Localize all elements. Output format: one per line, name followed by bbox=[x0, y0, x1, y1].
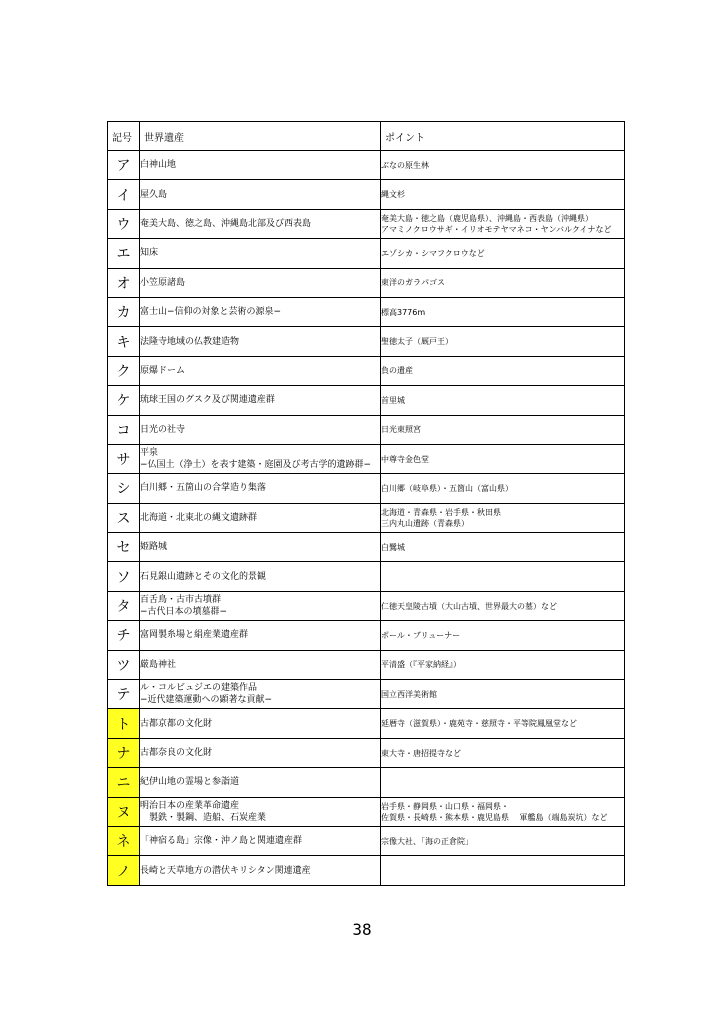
heritage-name-line: 富岡製糸場と絹産業遺産群 bbox=[140, 630, 249, 641]
row-code: キ bbox=[108, 327, 140, 356]
heritage-name-line: 製鉄・製鋼、造船、石炭産業 bbox=[140, 812, 267, 823]
table-row bbox=[108, 562, 625, 591]
row-code: ソ bbox=[108, 562, 140, 591]
row-point bbox=[381, 709, 625, 738]
point-line: 標高3776m bbox=[381, 307, 426, 317]
table-row bbox=[108, 650, 625, 679]
row-point bbox=[381, 297, 625, 326]
heritage-name-line: 姫路城 bbox=[140, 542, 168, 553]
header-point: ポイント bbox=[381, 122, 625, 151]
page-number: 38 bbox=[352, 920, 372, 939]
row-point bbox=[381, 650, 625, 679]
table-row bbox=[108, 268, 625, 297]
point-line: 佐賀県・長崎県・熊本県・鹿児島県 軍艦島（端島炭坑）など bbox=[381, 812, 608, 822]
point-line: 縄文杉 bbox=[381, 190, 405, 200]
row-code: サ bbox=[108, 444, 140, 473]
row-point bbox=[381, 680, 625, 709]
table-row bbox=[108, 356, 625, 385]
point-line: 平清盛（『平家納経』） bbox=[381, 660, 461, 670]
row-heritage-name bbox=[140, 738, 381, 767]
heritage-name-line: 奄美大島、徳之島、沖縄島北部及び西表島 bbox=[140, 218, 312, 229]
row-point bbox=[381, 356, 625, 385]
row-heritage-name bbox=[140, 562, 381, 591]
point-line: 仁徳天皇陵古墳（大山古墳、世界最大の墓）など bbox=[381, 601, 557, 611]
row-code: ク bbox=[108, 356, 140, 385]
row-heritage-name bbox=[140, 327, 381, 356]
heritage-name-line: 平泉 bbox=[140, 448, 159, 459]
heritage-name-line: 明治日本の産業革命遺産 bbox=[140, 800, 240, 811]
table-row bbox=[108, 826, 625, 855]
table-row bbox=[108, 209, 625, 238]
point-line: 聖徳太子（厩戸王） bbox=[381, 337, 453, 347]
row-point bbox=[381, 180, 625, 209]
heritage-name-line: 古都京都の文化財 bbox=[140, 718, 213, 729]
heritage-name-line: 厳島神社 bbox=[140, 659, 177, 670]
row-code: エ bbox=[108, 239, 140, 268]
row-code: ト bbox=[108, 709, 140, 738]
row-heritage-name bbox=[140, 709, 381, 738]
heritage-name-line: 白川郷・五箇山の合掌造り集落 bbox=[140, 483, 267, 494]
table-row bbox=[108, 680, 625, 709]
row-code: ス bbox=[108, 503, 140, 532]
heritage-name-line: 百舌鳥・古市古墳群 bbox=[140, 595, 222, 606]
world-heritage-table bbox=[107, 121, 625, 886]
row-point bbox=[381, 386, 625, 415]
row-code: ケ bbox=[108, 386, 140, 415]
row-heritage-name bbox=[140, 797, 381, 826]
row-code: セ bbox=[108, 533, 140, 562]
heritage-name-line: 長崎と天草地方の潜伏キリシタン関連遺産 bbox=[140, 865, 311, 876]
heritage-name-line: 小笠原諸島 bbox=[140, 277, 186, 288]
point-line: 日光東照宮 bbox=[381, 425, 421, 435]
row-code: ネ bbox=[108, 826, 140, 855]
row-point bbox=[381, 268, 625, 297]
row-point bbox=[381, 151, 625, 180]
row-heritage-name bbox=[140, 856, 381, 885]
row-point bbox=[381, 474, 625, 503]
table-row bbox=[108, 151, 625, 180]
row-heritage-name bbox=[140, 268, 381, 297]
row-code: ヌ bbox=[108, 797, 140, 826]
table-row bbox=[108, 239, 625, 268]
point-line: 三内丸山遺跡（青森県） bbox=[381, 518, 469, 528]
table-row bbox=[108, 474, 625, 503]
table-row bbox=[108, 415, 625, 444]
row-heritage-name bbox=[140, 650, 381, 679]
row-heritage-name bbox=[140, 533, 381, 562]
heritage-name-line: 法隆寺地域の仏教建造物 bbox=[140, 336, 240, 347]
row-point bbox=[381, 797, 625, 826]
point-line: 延暦寺（滋賀県）・鹿苑寺・慈照寺・平等院鳳凰堂など bbox=[381, 719, 577, 729]
row-code: ア bbox=[108, 151, 140, 180]
row-code: チ bbox=[108, 621, 140, 650]
row-code: オ bbox=[108, 268, 140, 297]
point-line: 北海道・青森県・岩手県・秋田県 bbox=[381, 507, 501, 517]
heritage-name-line: −仏国土（浄土）を表す建築・庭園及び考古学的遺跡群− bbox=[140, 460, 372, 471]
heritage-name-line: 日光の社寺 bbox=[140, 424, 186, 435]
row-heritage-name bbox=[140, 209, 381, 238]
row-code: イ bbox=[108, 180, 140, 209]
table-row bbox=[108, 768, 625, 797]
row-point bbox=[381, 503, 625, 532]
row-point bbox=[381, 768, 625, 797]
row-heritage-name bbox=[140, 768, 381, 797]
heritage-name-line: ル・コルビュジエの建築作品 bbox=[140, 683, 258, 694]
row-heritage-name bbox=[140, 297, 381, 326]
row-heritage-name bbox=[140, 503, 381, 532]
table-header-row bbox=[108, 122, 625, 151]
row-heritage-name bbox=[140, 415, 381, 444]
header-code: 記号 bbox=[108, 122, 140, 151]
point-line: 首里城 bbox=[381, 395, 405, 405]
point-line: 中尊寺金色堂 bbox=[381, 454, 429, 464]
row-code: コ bbox=[108, 415, 140, 444]
point-line: 国立西洋美術館 bbox=[381, 689, 437, 699]
heritage-name-line: 富士山−信仰の対象と芸術の源泉− bbox=[140, 307, 282, 318]
row-point bbox=[381, 533, 625, 562]
point-line: 白川郷（岐阜県）・五箇山（富山県） bbox=[381, 483, 513, 493]
row-code: ノ bbox=[108, 856, 140, 885]
heritage-name-line: −古代日本の墳墓群− bbox=[140, 607, 228, 618]
row-code: ウ bbox=[108, 209, 140, 238]
heritage-name-line: 知床 bbox=[140, 248, 159, 259]
heritage-name-line: −近代建築運動への顕著な貢献− bbox=[140, 695, 273, 706]
table-row bbox=[108, 297, 625, 326]
row-point bbox=[381, 239, 625, 268]
heritage-name-line: 「神宿る島」宗像・沖ノ島と関連遺産群 bbox=[140, 836, 303, 847]
heritage-name-line: 紀伊山地の霊場と参詣道 bbox=[140, 777, 240, 788]
row-point bbox=[381, 826, 625, 855]
point-line: エゾシカ・シマフクロウなど bbox=[381, 248, 485, 258]
row-point bbox=[381, 327, 625, 356]
table-row bbox=[108, 503, 625, 532]
table-row bbox=[108, 797, 625, 826]
table-row bbox=[108, 327, 625, 356]
row-code: シ bbox=[108, 474, 140, 503]
table-body bbox=[108, 151, 625, 886]
heritage-name-line: 古都奈良の文化財 bbox=[140, 748, 213, 758]
row-heritage-name bbox=[140, 680, 381, 709]
table-row bbox=[108, 386, 625, 415]
point-line: 東大寺・唐招提寺など bbox=[381, 748, 461, 758]
table-row bbox=[108, 444, 625, 473]
point-line: アマミノクロウサギ・イリオモテヤマネコ・ヤンバルクイナなど bbox=[381, 224, 612, 234]
row-heritage-name bbox=[140, 621, 381, 650]
row-code: ニ bbox=[108, 768, 140, 797]
row-code: ナ bbox=[108, 738, 140, 767]
row-point bbox=[381, 444, 625, 473]
header-name: 世界遺産 bbox=[140, 122, 381, 151]
heritage-name-line: 原爆ドーム bbox=[140, 365, 186, 376]
table-row bbox=[108, 533, 625, 562]
row-heritage-name bbox=[140, 444, 381, 473]
heritage-name-line: 北海道・北東北の縄文遺跡群 bbox=[140, 512, 258, 523]
heritage-name-line: 白神山地 bbox=[140, 160, 177, 171]
heritage-name-line: 琉球王国のグスク及び関連遺産群 bbox=[140, 395, 275, 406]
point-line: 奄美大島・徳之島（鹿児島県）、沖縄島・西表島（沖縄県） bbox=[381, 213, 593, 223]
row-heritage-name bbox=[140, 239, 381, 268]
point-line: 岩手県・静岡県・山口県・福岡県・ bbox=[381, 801, 509, 811]
table-row bbox=[108, 709, 625, 738]
point-line: 宗像大社、「海の正倉院」 bbox=[381, 836, 473, 846]
row-point bbox=[381, 738, 625, 767]
row-code: ツ bbox=[108, 650, 140, 679]
row-point bbox=[381, 209, 625, 238]
table-row bbox=[108, 856, 625, 885]
row-heritage-name bbox=[140, 591, 381, 620]
row-heritage-name bbox=[140, 356, 381, 385]
row-heritage-name bbox=[140, 180, 381, 209]
table-row bbox=[108, 591, 625, 620]
table-row bbox=[108, 621, 625, 650]
point-line: ぶなの原生林 bbox=[381, 160, 429, 170]
heritage-name-line: 石見銀山遺跡とその文化的景観 bbox=[140, 571, 267, 582]
row-heritage-name bbox=[140, 826, 381, 855]
row-point bbox=[381, 856, 625, 885]
point-line: ポール・ブリューナー bbox=[381, 630, 461, 640]
row-point bbox=[381, 621, 625, 650]
point-line: 白鷺城 bbox=[381, 542, 405, 552]
table-row bbox=[108, 180, 625, 209]
point-line: 東洋のガラパゴス bbox=[381, 278, 445, 288]
row-point bbox=[381, 562, 625, 591]
row-heritage-name bbox=[140, 474, 381, 503]
row-code: タ bbox=[108, 591, 140, 620]
row-code: カ bbox=[108, 297, 140, 326]
row-heritage-name bbox=[140, 151, 381, 180]
point-line: 負の遺産 bbox=[381, 366, 413, 376]
table-row bbox=[108, 738, 625, 767]
row-point bbox=[381, 591, 625, 620]
row-heritage-name bbox=[140, 386, 381, 415]
heritage-name-line: 屋久島 bbox=[140, 189, 168, 200]
row-code: テ bbox=[108, 680, 140, 709]
row-point bbox=[381, 415, 625, 444]
